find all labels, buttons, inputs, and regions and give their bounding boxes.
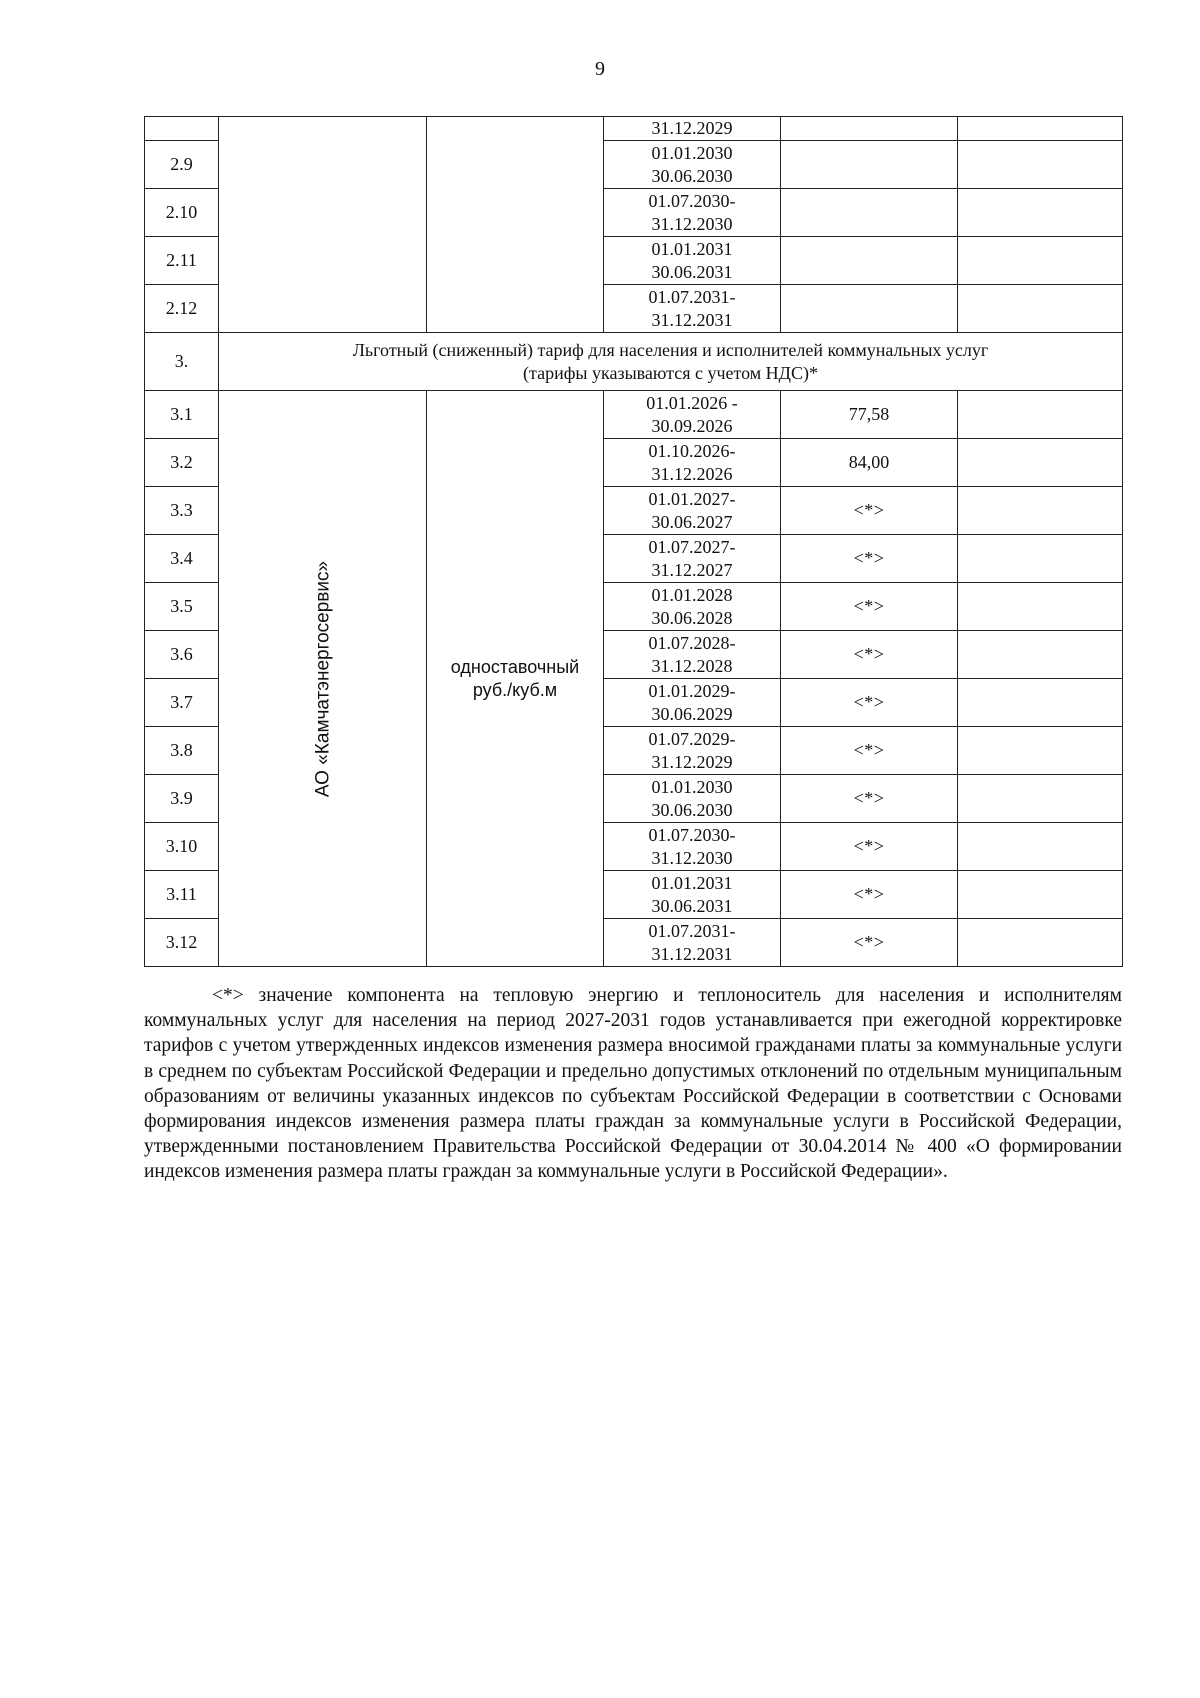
period-cell [604,871,781,919]
extra-cell [958,823,1123,871]
extra-cell [958,871,1123,919]
period-line: 31.12.2028 [651,655,733,676]
value-cell: <*> [781,919,958,967]
extra-cell [958,919,1123,967]
row-number: 3.1 [145,391,219,439]
section-title-line1: Льготный (сниженный) тариф для населения и исполнителей коммунальных услуг [352,339,989,360]
period-line: 31.12.2031 [651,309,733,330]
row-number: 3.2 [145,439,219,487]
value-cell: <*> [781,631,958,679]
section-number: 3. [145,333,219,391]
period-cell [604,487,781,535]
period-line: 31.12.2030 [651,847,733,868]
period-line: 01.07.2031- [648,286,736,307]
period-line: 01.01.2027- [648,488,736,509]
period-cell [604,535,781,583]
period-cell [604,679,781,727]
period-cell [604,727,781,775]
extra-cell [958,487,1123,535]
extra-cell [958,189,1123,237]
organization-name: АО «Камчатэнергосервис» [312,560,333,797]
period-cell [604,823,781,871]
tariff-type-label: одноставочный [450,656,580,677]
period-line: 01.07.2028- [648,632,736,653]
tariff-type-cell [427,391,604,967]
period-line: 30.06.2028 [651,607,733,628]
period-cell [604,117,781,141]
row-number: 2.12 [145,285,219,333]
value-cell: <*> [781,583,958,631]
period-cell [604,391,781,439]
extra-cell [958,117,1123,141]
period-line: 31.12.2029 [651,751,733,772]
row-number: 3.7 [145,679,219,727]
section-heading-row [145,333,1123,391]
row-number: 2.11 [145,237,219,285]
period-line: 30.06.2029 [651,703,733,724]
period-line: 31.12.2029 [651,118,733,138]
table-row [145,391,1123,439]
tariff-table [144,116,1123,967]
row-number: 2.9 [145,141,219,189]
period-line: 01.01.2030 [651,142,733,163]
extra-cell [958,237,1123,285]
value-cell: <*> [781,487,958,535]
period-cell [604,775,781,823]
row-number: 3.9 [145,775,219,823]
organization-cell-section2 [219,117,427,333]
period-cell [604,237,781,285]
period-cell [604,631,781,679]
row-number: 3.10 [145,823,219,871]
value-cell: <*> [781,775,958,823]
value-cell [781,285,958,333]
value-cell: <*> [781,823,958,871]
extra-cell [958,391,1123,439]
value-cell: <*> [781,679,958,727]
extra-cell [958,727,1123,775]
period-line: 30.09.2026 [651,415,733,436]
period-line: 31.12.2030 [651,213,733,234]
value-cell: <*> [781,535,958,583]
period-line: 01.01.2029- [648,680,736,701]
period-line: 30.06.2030 [651,799,733,820]
value-cell: 84,00 [781,439,958,487]
extra-cell [958,679,1123,727]
extra-cell [958,285,1123,333]
value-cell [781,117,958,141]
extra-cell [958,775,1123,823]
extra-cell [958,583,1123,631]
period-line: 01.01.2030 [651,776,733,797]
period-line: 01.07.2030- [648,190,736,211]
period-line: 30.06.2031 [651,261,733,282]
extra-cell [958,535,1123,583]
section-title [219,333,1123,391]
table-row [145,117,1123,141]
period-line: 01.01.2028 [651,584,733,605]
period-line: 01.07.2031- [648,920,736,941]
period-line: 01.01.2031 [651,238,733,259]
period-line: 01.07.2027- [648,536,736,557]
organization-cell [219,391,427,967]
page-number: 9 [595,58,605,80]
row-number: 3.11 [145,871,219,919]
period-cell [604,189,781,237]
period-line: 01.10.2026- [648,440,736,461]
period-line: 01.01.2026 - [646,392,738,413]
period-line: 31.12.2027 [651,559,733,580]
period-line: 01.07.2029- [648,728,736,749]
period-cell [604,141,781,189]
row-number: 3.5 [145,583,219,631]
value-cell: <*> [781,727,958,775]
row-number: 2.10 [145,189,219,237]
value-cell: <*> [781,871,958,919]
row-number: 3.6 [145,631,219,679]
footnote-paragraph: <*> значение компонента на тепловую энергию и теплоноситель для населения и исполнителям коммунальных услуг для населения на период 2027-2031 годов устанавливается при ежегодной корректировке тарифов с учетом утвержденных индексов изменения размера вносимой гражданами платы за коммунальные услуги в среднем по субъектам Российской Федерации и предельно допустимых отклонений по отдельным муниципальным образованиям от величины указанных индексов по субъектам Российской Федерации в соответствии с Основами формирования индексов изменения размера платы граждан за коммунальные услуги в Российской Федерации, утвержденными постановлением Правительства Российской Федерации от 30.04.2014 № 400 «О формировании индексов изменения размера платы граждан за коммунальные услуги в Российской Федерации». [144,985,1122,1183]
period-cell [604,285,781,333]
row-number: 3.3 [145,487,219,535]
value-cell [781,237,958,285]
period-cell [604,439,781,487]
tariff-type-cell-section2 [427,117,604,333]
value-cell: 77,58 [781,391,958,439]
tariff-unit-label: руб./куб.м [472,679,558,700]
row-number: 3.12 [145,919,219,967]
period-cell [604,919,781,967]
value-cell [781,141,958,189]
period-line: 01.07.2030- [648,824,736,845]
period-line: 31.12.2026 [651,463,733,484]
extra-cell [958,141,1123,189]
section-title-line2: (тарифы указываются с учетом НДС)* [523,362,818,383]
extra-cell [958,439,1123,487]
period-cell [604,583,781,631]
period-line: 01.01.2031 [651,872,733,893]
value-cell [781,189,958,237]
period-line: 30.06.2027 [651,511,733,532]
extra-cell [958,631,1123,679]
row-number [145,117,219,141]
period-line: 30.06.2031 [651,895,733,916]
period-line: 31.12.2031 [651,943,733,964]
period-line: 30.06.2030 [651,165,733,186]
row-number: 3.4 [145,535,219,583]
row-number: 3.8 [145,727,219,775]
